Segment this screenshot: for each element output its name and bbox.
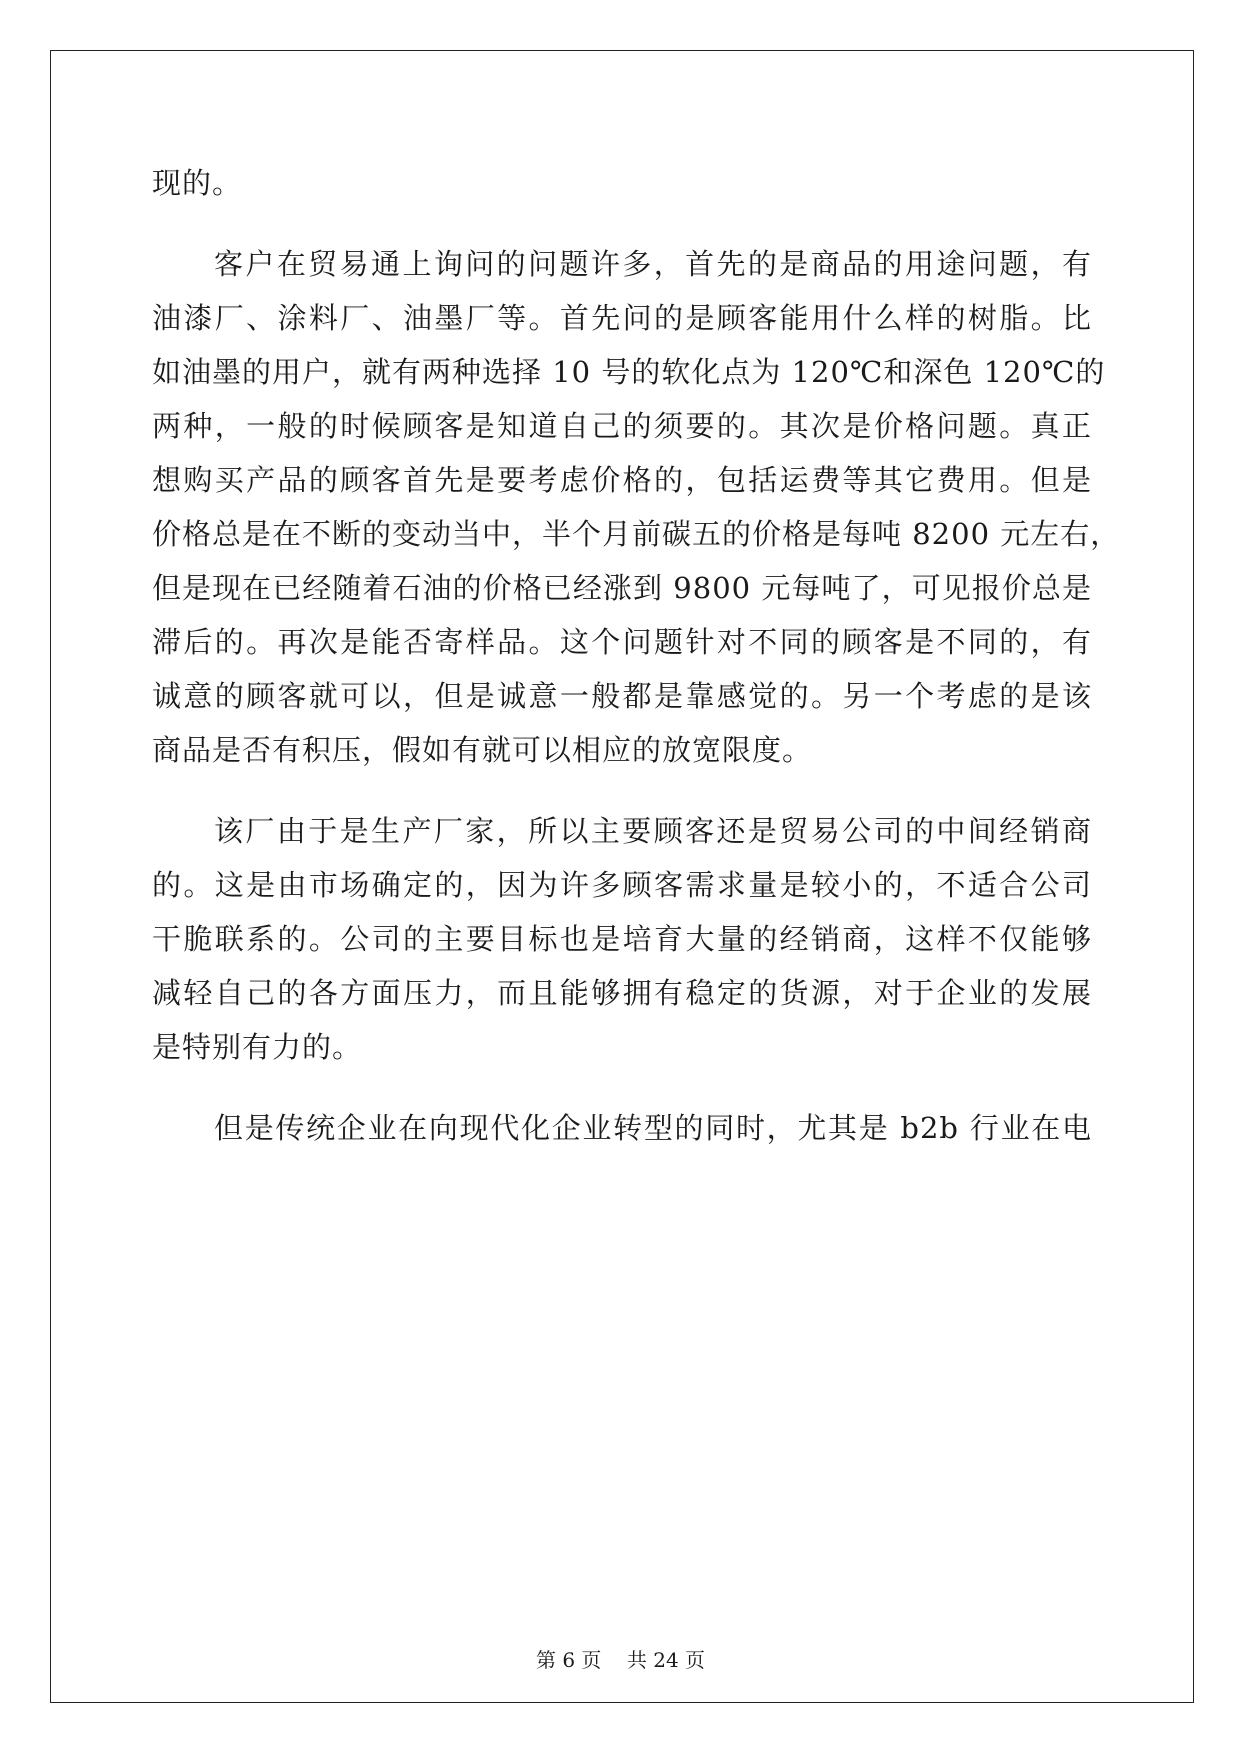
text-line: 如油墨的用户，就有两种选择 10 号的软化点为 120℃和深色 120℃的 [152, 355, 1106, 389]
text-line: 该厂由于是生产厂家，所以主要顾客还是贸易公司的中间经销商 [214, 814, 1092, 848]
text-line: 干脆联系的。公司的主要目标也是培育大量的经销商，这样不仅能够 [152, 922, 1092, 956]
page-footer [0, 1644, 1241, 1673]
text-line: 但是传统企业在向现代化企业转型的同时，尤其是 b2b 行业在电 [214, 1111, 1092, 1145]
paragraph [152, 237, 1121, 777]
paragraph [152, 1101, 1092, 1155]
paragraph [152, 156, 1092, 210]
text-line: 两种，一般的时候顾客是知道自己的须要的。其次是价格问题。真正 [152, 409, 1092, 443]
document-body [152, 156, 1121, 1155]
text-line: 的。这是由市场确定的，因为许多顾客需求量是较小的，不适合公司 [152, 868, 1092, 902]
text-line: 诚意的顾客就可以，但是诚意一般都是靠感觉的。另一个考虑的是该 [152, 679, 1092, 713]
text-line: 现的。 [152, 166, 243, 200]
page-number: 第 6 页 [535, 1648, 602, 1672]
page-total: 共 24 页 [626, 1648, 706, 1672]
text-line: 滞后的。再次是能否寄样品。这个问题针对不同的顾客是不同的，有 [152, 625, 1092, 659]
text-line: 是特别有力的。 [152, 1030, 363, 1064]
text-line: 价格总是在不断的变动当中，半个月前碳五的价格是每吨 8200 元左右， [152, 517, 1121, 551]
text-line: 油漆厂、涂料厂、油墨厂等。首先问的是顾客能用什么样的树脂。比 [152, 301, 1092, 335]
paragraph [152, 804, 1092, 1074]
text-line: 想购买产品的顾客首先是要考虑价格的，包括运费等其它费用。但是 [152, 463, 1092, 497]
text-line: 商品是否有积压，假如有就可以相应的放宽限度。 [152, 733, 813, 767]
text-line: 但是现在已经随着石油的价格已经涨到 9800 元每吨了，可见报价总是 [152, 571, 1092, 605]
text-line: 客户在贸易通上询问的问题许多，首先的是商品的用途问题，有 [214, 247, 1092, 281]
text-line: 减轻自己的各方面压力，而且能够拥有稳定的货源，对于企业的发展 [152, 976, 1092, 1010]
